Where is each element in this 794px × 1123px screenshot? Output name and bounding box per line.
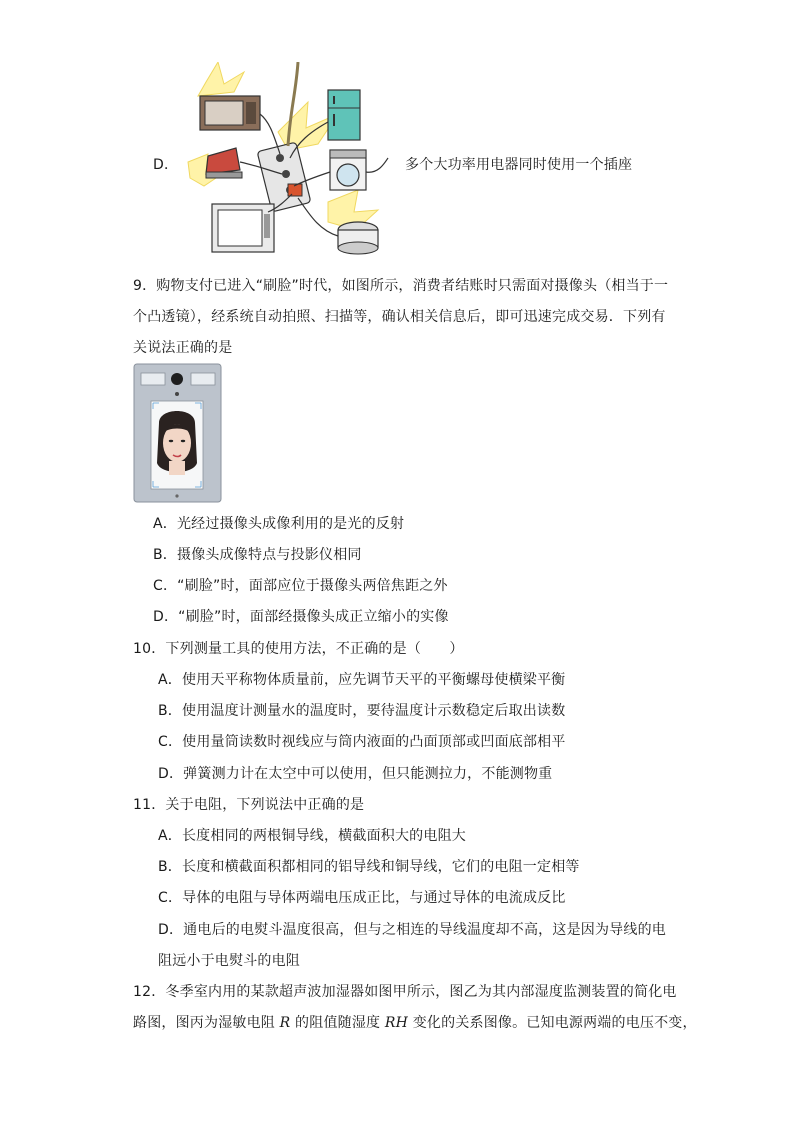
q8-option-d-label: D． xyxy=(153,157,179,173)
television-icon xyxy=(212,204,274,252)
q11-option-d: D．通电后的电熨斗温度很高，但与之相连的导线温度却不高，这是因为导线的电 xyxy=(158,922,666,938)
q10-option-b: B．使用温度计测量水的温度时，要待温度计示数稳定后取出读数 xyxy=(158,703,566,719)
q9-stem-line-1: 9．购物支付已进入“刷脸”时代，如图所示，消费者结账时只需面对摄像头（相当于一 xyxy=(133,278,669,294)
q11-option-a: A．长度相同的两根铜导线，横截面积大的电阻大 xyxy=(158,828,466,844)
overloaded-socket-illustration xyxy=(178,62,403,260)
face-scanner-illustration xyxy=(133,363,222,503)
q9-option-a: A．光经过摄像头成像利用的是光的反射 xyxy=(153,516,405,532)
q10-stem: 10．下列测量工具的使用方法，不正确的是（ ） xyxy=(133,641,464,657)
q9-option-b: B．摄像头成像特点与投影仪相同 xyxy=(153,547,362,563)
q11-option-d-continued: 阻远小于电熨斗的电阻 xyxy=(158,953,300,969)
q12-text-b: 的阻值随湿度 xyxy=(290,1015,385,1031)
q9-option-d: D．“刷脸”时，面部经摄像头成正立缩小的实像 xyxy=(153,609,449,625)
cooker-icon xyxy=(338,222,378,254)
q11-stem: 11．关于电阻，下列说法中正确的是 xyxy=(133,797,365,813)
washing-machine-icon xyxy=(330,150,366,190)
camera-lens-icon xyxy=(171,373,183,385)
q12-text-c: 变化的关系图像。已知电源两端的电压不变， xyxy=(408,1015,697,1031)
q9-stem-line-2: 个凸透镜），经系统自动拍照、扫描等，确认相关信息后，即可迅速完成交易．下列有 xyxy=(133,309,666,325)
resistor-symbol-r: R xyxy=(279,1015,291,1031)
q12-stem-line-1: 12．冬季室内用的某款超声波加湿器如图甲所示，图乙为其内部湿度监测装置的简化电 xyxy=(133,984,677,1000)
q12-stem-line-2 xyxy=(133,1013,697,1033)
refrigerator-icon xyxy=(328,90,360,140)
q9-option-c: C．“刷脸”时，面部应位于摄像头两倍焦距之外 xyxy=(153,578,448,594)
q10-option-d: D．弹簧测力计在太空中可以使用，但只能测拉力，不能测物重 xyxy=(158,766,553,782)
face-photo xyxy=(157,411,197,475)
q10-option-c: C．使用量筒读数时视线应与筒内液面的凸面顶部或凹面底部相平 xyxy=(158,734,566,750)
q12-text-a: 路图，图丙为湿敏电阻 xyxy=(133,1015,280,1031)
q11-option-b: B．长度和横截面积都相同的铝导线和铜导线，它们的电阻一定相等 xyxy=(158,859,580,875)
q11-option-c: C．导体的电阻与导体两端电压成正比，与通过导体的电流成反比 xyxy=(158,890,566,906)
q8-option-d-text: 多个大功率用电器同时使用一个插座 xyxy=(405,157,633,173)
iron-icon xyxy=(206,148,242,178)
q9-stem-line-3: 关说法正确的是 xyxy=(133,340,233,356)
humidity-symbol-rh: RH xyxy=(384,1015,409,1031)
microwave-icon xyxy=(200,96,260,130)
q10-option-a: A．使用天平称物体质量前，应先调节天平的平衡螺母使横梁平衡 xyxy=(158,672,566,688)
